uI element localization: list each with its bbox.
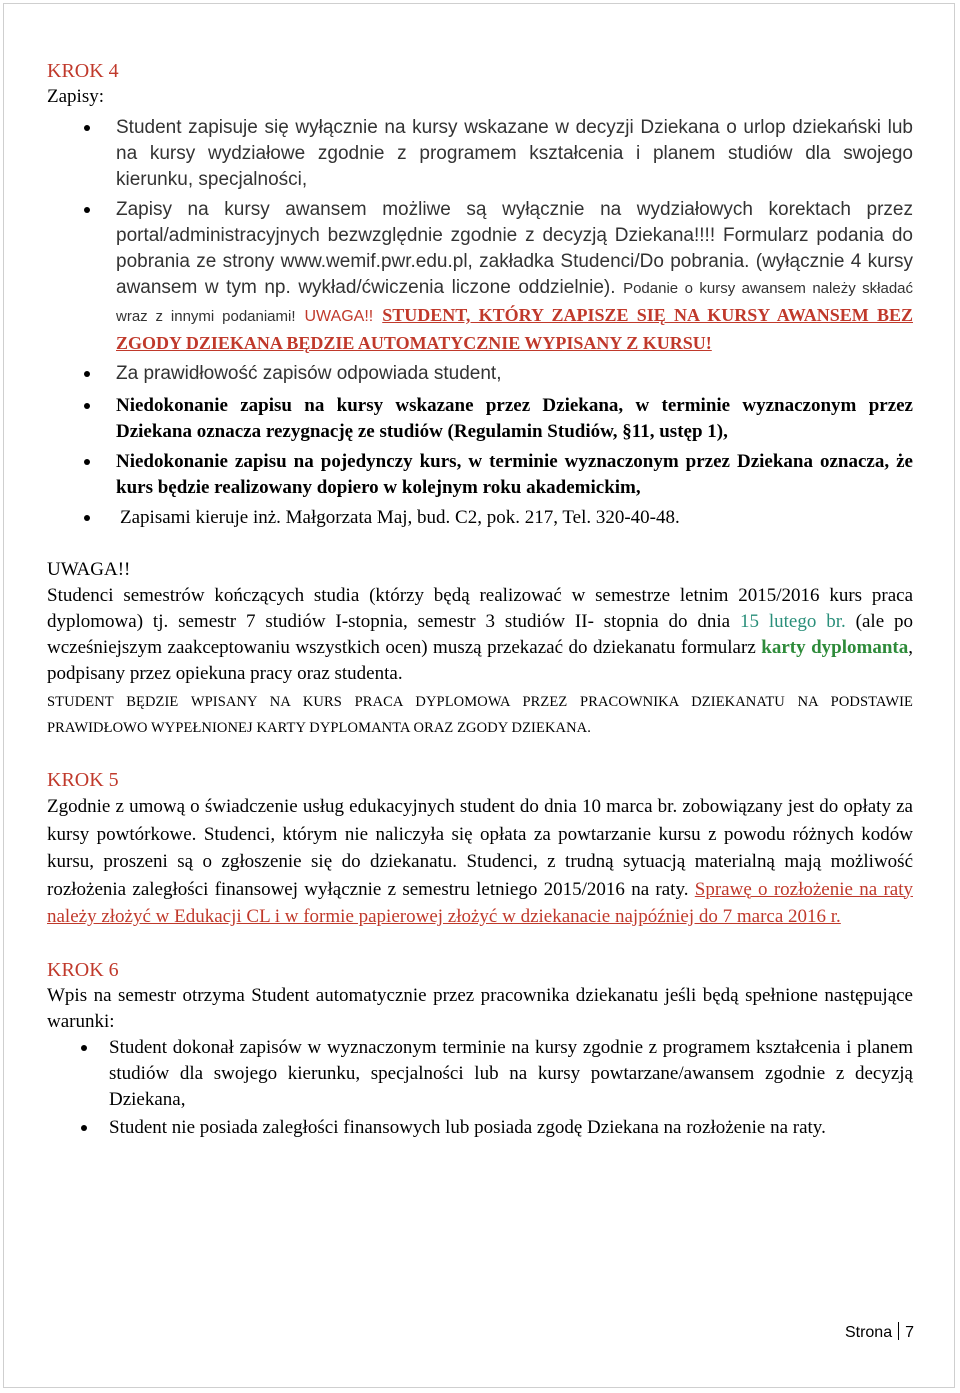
page-label: Strona — [844, 1324, 893, 1341]
bullet-icon — [84, 125, 90, 131]
page-number: 7 — [905, 1324, 914, 1341]
uwaga-caps-notice: STUDENT BĘDZIE WPISANY NA KURS PRACA DYPLOMOWA PRZEZ PRACOWNIKA DZIEKANATU NA PODSTAWIE PRAWIDŁOWO WYPEŁNIONEJ KARTY DYPLOMANTA ORAZ ZGODY DZIEKANA. — [47, 694, 913, 736]
bullet-icon — [84, 371, 90, 377]
krok6-list — [47, 1035, 913, 1141]
bullet-icon — [84, 515, 90, 521]
bullet-icon — [84, 207, 90, 213]
list-item: Student zapisuje się wyłącznie na kursy wskazane w decyzji Dziekana o urlop dziekański lub na kursy wydziałowe zgodnie z programem kształcenia i planem studiów dla swojego kierunku, specjalności, — [47, 115, 913, 193]
document-page — [47, 58, 913, 1141]
list-item: Student nie posiada zaległości finansowych lub posiada zgodę Dziekana na rozłożenie na raty. — [47, 1115, 913, 1141]
page-footer — [845, 1322, 914, 1342]
krok4-label: Zapisy: — [47, 86, 104, 107]
list-item: Student dokonał zapisów w wyznaczonym terminie na kursy zgodnie z programem kształcenia i planem studiów dla swojego kierunku, specjalności lub na kursy powtarzane/awansem zgodnie z decyzją Dziekana, — [47, 1035, 913, 1113]
bullet-icon — [81, 1045, 87, 1051]
footer-divider — [898, 1322, 899, 1340]
list-item: Niedokonanie zapisu na kursy wskazane przez Dziekana, w terminie wyznaczonym przez Dziekana oznacza rezygnację ze studiów (Regulamin Studiów, §11, ustęp 1), — [47, 393, 913, 445]
uwaga-label: UWAGA!! — [304, 308, 374, 325]
list-item: Za prawidłowość zapisów odpowiada student, — [47, 361, 913, 387]
bullet-icon — [84, 403, 90, 409]
list-item: Zapisy na kursy awansem możliwe są wyłącznie na wydziałowych korektach przez portal/administracyjnych bezwzględnie zgodnie z decyzją Dziekana!!!! Formularz podania do pobrania ze strony www.wemif.pwr.edu.pl, zakładka Studenci/Do pobrania. (wyłącznie 4 kursy awansem w tym np. wykład/ćwiczenia liczone oddzielnie). Podanie o kursy awansem należy składać wraz z innymi podaniami! UWAGA!! STUDENT, KTÓRY ZAPISZE SIĘ NA KURSY AWANSEM BEZ ZGODY DZIEKANA BĘDZIE AUTOMATYCZNIE WYPISANY Z KURSU! — [47, 197, 913, 357]
krok4-heading: KROK 4 — [47, 60, 119, 82]
krok5-heading: KROK 5 — [47, 769, 119, 791]
bullet-icon — [84, 459, 90, 465]
karty-dyplomanta-link: karty dyplomanta — [761, 637, 909, 658]
list-item: Niedokonanie zapisu na pojedynczy kurs, w terminie wyznaczonym przez Dziekana oznacza, że kurs będzie realizowany dopiero w kolejnym roku akademickim, — [47, 449, 913, 501]
list-item: Zapisami kieruje inż. Małgorzata Maj, bud. C2, pok. 217, Tel. 320-40-48. — [47, 505, 913, 531]
krok4-list — [47, 115, 913, 531]
bullet-icon — [81, 1125, 87, 1131]
krok6-paragraph: Wpis na semestr otrzyma Student automatycznie przez pracownika dziekanatu jeśli będą spełnione następujące warunki: — [47, 984, 913, 1032]
warning-text: STUDENT, KTÓRY ZAPISZE SIĘ NA KURSY AWANSEM BEZ ZGODY DZIEKANA BĘDZIE AUTOMATYCZNIE WYPISANY Z KURSU! — [116, 305, 913, 353]
krok5-paragraph: Zgodnie z umową o świadczenie usług edukacyjnych student do dnia 10 marca br. zobowiązany jest do opłaty za kursy powtórkowe. Studenci, którym nie naliczyła się opłata za powtarzanie kursu z powodu różnych kodów kursu, proszeni są o zgłoszenie się do dziekanatu. Studenci, z trudną sytuacją materialną mają możliwość rozłożenia zaległości finansowej wyłącznie z semestru letniego 2015/2016 na raty. Sprawę o rozłożenie na raty należy złożyć w Edukacji CL i w formie papierowej złożyć w dziekanacie najpóźniej do 7 marca 2016 r. — [47, 796, 913, 927]
uwaga-title: UWAGA!! — [47, 559, 131, 580]
deadline-date: 15 lutego br. — [740, 611, 846, 632]
uwaga-paragraph: Studenci semestrów kończących studia (którzy będą realizować w semestrze letnim 2015/2016 kurs praca dyplomowa) tj. semestr 7 studiów I-stopnia, semestr 3 studiów II- stopnia do dnia 15 lutego br. (ale po wcześniejszym zaakceptowaniu wszystkich ocen) muszą przekazać do dziekanatu formularz karty dyplomanta, podpisany przez opiekuna pracy oraz studenta. — [47, 585, 914, 684]
krok5-deadline-notice: Sprawę o rozłożenie na raty należy złożyć w Edukacji CL i w formie papierowej złożyć w dziekanacie najpóźniej do 7 marca 2016 r. — [47, 878, 913, 927]
krok6-heading: KROK 6 — [47, 958, 119, 981]
